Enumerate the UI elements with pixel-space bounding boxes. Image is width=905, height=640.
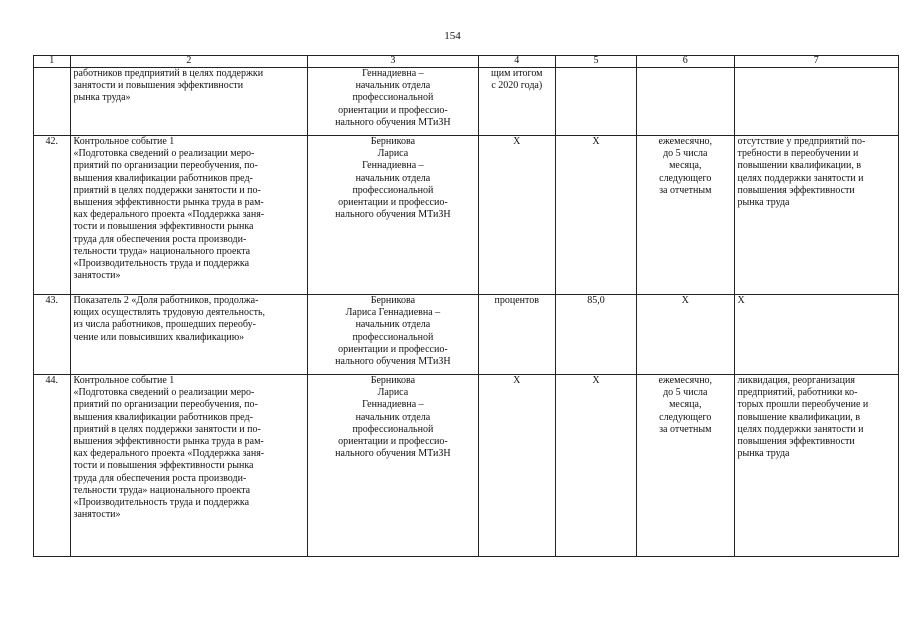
cell-line: ежемесячно, — [658, 375, 713, 386]
cell-line: Х — [513, 375, 521, 386]
cell-line: нального обучения МТиЗН — [335, 209, 451, 221]
note-cell — [734, 68, 899, 136]
cell-line: профессиональной — [352, 184, 434, 196]
cell-line: начальник отдела — [355, 80, 431, 92]
table-body — [34, 68, 899, 557]
cell-line: тости и повышения эффективности рынка — [73, 460, 254, 472]
cell-line: Х — [592, 375, 600, 386]
cell-line: «Производительность труда и поддержка — [73, 258, 250, 270]
cell-line: вышения квалификации работников пред- — [73, 411, 253, 423]
cell-line: Геннадиевна – — [362, 399, 424, 411]
cell-line: вышения квалификации работников пред- — [73, 172, 253, 184]
cell-line: рынка труда» — [73, 92, 131, 104]
cell-line: отсутствие у предприятий по- — [737, 136, 866, 147]
cell-line: Берникова — [370, 375, 416, 386]
cell-line: тости и повышения эффективности рынка — [73, 221, 254, 233]
cell-line: «Подготовка сведений о реализации меро- — [73, 148, 255, 160]
event-name-cell — [70, 136, 308, 295]
value-cell — [555, 68, 636, 136]
cell-line: занятости» — [73, 270, 121, 282]
cell-line: тельности труда» национального проекта — [73, 245, 251, 257]
cell-line: месяца, — [669, 160, 702, 172]
responsible-cell — [308, 375, 479, 557]
cell-line: 85,0 — [587, 295, 605, 306]
cell-line: вышения эффективности рынка труда в рам- — [73, 436, 264, 448]
cell-line: щим итогом — [491, 68, 543, 79]
column-header: 4 — [478, 56, 555, 68]
cell-line: ориентации и профессио- — [338, 197, 448, 209]
cell-line: Х — [737, 295, 745, 306]
unit-cell — [478, 68, 555, 136]
cell-line: Х — [513, 136, 521, 147]
deadline-cell — [637, 68, 734, 136]
cell-line: до 5 числа — [663, 148, 708, 160]
cell-line: Х — [592, 136, 600, 147]
responsible-cell — [308, 295, 479, 375]
cell-line: нального обучения МТиЗН — [335, 116, 451, 128]
responsible-cell — [308, 136, 479, 295]
cell-line: Лариса — [377, 148, 409, 160]
cell-line: занятости» — [73, 509, 121, 521]
cell-line: ках федерального проекта «Поддержка заня- — [73, 209, 265, 221]
cell-line: «Производительность труда и поддержка — [73, 497, 250, 509]
cell-line: труда для обеспечения роста производи- — [73, 472, 247, 484]
row-number-cell: 42. — [34, 136, 71, 295]
cell-line: повышения эффективности — [737, 184, 855, 196]
cell-line: за отчетным — [659, 184, 712, 196]
cell-line: из числа работников, прошедших переобу- — [73, 319, 256, 331]
unit-cell — [478, 375, 555, 557]
cell-line: работников предприятий в целях поддержки — [73, 68, 264, 79]
cell-line: Геннадиевна – — [362, 160, 424, 172]
column-header: 7 — [734, 56, 899, 68]
table-row — [34, 375, 899, 557]
cell-line: ликвидация, реорганизация — [737, 375, 855, 386]
note-cell — [734, 136, 899, 295]
value-cell — [555, 375, 636, 557]
cell-line: процентов — [494, 295, 539, 306]
cell-line: профессиональной — [352, 92, 434, 104]
cell-line: до 5 числа — [663, 387, 708, 399]
cell-line: Берникова — [370, 295, 416, 306]
event-name-cell — [70, 68, 308, 136]
unit-cell — [478, 295, 555, 375]
table-row — [34, 136, 899, 295]
unit-cell — [478, 136, 555, 295]
cell-line: приятий по организации переобучения, по- — [73, 399, 258, 411]
page-number: 154 — [444, 30, 461, 42]
cell-line: нального обучения МТиЗН — [335, 448, 451, 460]
cell-line: Показатель 2 «Доля работников, продолжа- — [73, 295, 259, 306]
cell-line: с 2020 года) — [491, 80, 543, 92]
cell-line: «Подготовка сведений о реализации меро- — [73, 387, 255, 399]
cell-line: повышение квалификации, в — [737, 411, 861, 423]
note-cell — [734, 295, 899, 375]
cell-line: ках федерального проекта «Поддержка заня- — [73, 448, 265, 460]
table-row — [34, 68, 899, 136]
deadline-cell — [637, 375, 734, 557]
cell-line: предприятий, работники ко- — [737, 387, 858, 399]
responsible-cell — [308, 68, 479, 136]
note-cell — [734, 375, 899, 557]
cell-line: повышении квалификации, в — [737, 160, 862, 172]
cell-line: ежемесячно, — [658, 136, 713, 147]
cell-line: ориентации и профессио- — [338, 104, 448, 116]
cell-line: Контрольное событие 1 — [73, 136, 175, 147]
cell-line: месяца, — [669, 399, 702, 411]
cell-line: целях поддержки занятости и — [737, 172, 864, 184]
cell-line: нального обучения МТиЗН — [335, 356, 451, 368]
cell-line: тельности труда» национального проекта — [73, 484, 251, 496]
column-header: 3 — [308, 56, 479, 68]
column-header: 2 — [70, 56, 308, 68]
event-name-cell — [70, 375, 308, 557]
column-header: 1 — [34, 56, 71, 68]
value-cell — [555, 295, 636, 375]
value-cell — [555, 136, 636, 295]
cell-line: торых прошли переобучение и — [737, 399, 869, 411]
cell-line: труда для обеспечения роста производи- — [73, 233, 247, 245]
table-row — [34, 295, 899, 375]
cell-line: начальник отдела — [355, 411, 431, 423]
event-name-cell — [70, 295, 308, 375]
plan-table — [33, 55, 899, 557]
cell-line: требности в переобучении и — [737, 148, 859, 160]
cell-line: приятий по организации переобучения, по- — [73, 160, 258, 172]
cell-line: ориентации и профессио- — [338, 343, 448, 355]
cell-line: Лариса — [377, 387, 409, 399]
cell-line: Лариса Геннадиевна – — [345, 307, 441, 319]
cell-line: чение или повысивших квалификацию» — [73, 331, 245, 343]
cell-line: Х — [681, 295, 689, 306]
cell-line: приятий в целях поддержки занятости и по- — [73, 423, 261, 435]
cell-line: за отчетным — [659, 423, 712, 435]
column-header: 6 — [637, 56, 734, 68]
header-row — [34, 56, 899, 68]
row-number-cell: 43. — [34, 295, 71, 375]
cell-line: целях поддержки занятости и — [737, 423, 864, 435]
cell-line: повышения эффективности — [737, 436, 855, 448]
cell-line: ориентации и профессио- — [338, 436, 448, 448]
cell-line: Контрольное событие 1 — [73, 375, 175, 386]
cell-line: профессиональной — [352, 423, 434, 435]
row-number-cell: 44. — [34, 375, 71, 557]
cell-line: приятий в целях поддержки занятости и по- — [73, 184, 261, 196]
row-number-cell — [34, 68, 71, 136]
deadline-cell — [637, 136, 734, 295]
cell-line: занятости и повышения эффективности — [73, 80, 244, 92]
column-header: 5 — [555, 56, 636, 68]
cell-line: профессиональной — [352, 331, 434, 343]
cell-line: рынка труда — [737, 448, 790, 460]
cell-line: следующего — [659, 172, 712, 184]
cell-line: Геннадиевна – — [362, 68, 424, 79]
cell-line: вышения эффективности рынка труда в рам- — [73, 197, 264, 209]
cell-line: начальник отдела — [355, 319, 431, 331]
cell-line: следующего — [659, 411, 712, 423]
cell-line: начальник отдела — [355, 172, 431, 184]
deadline-cell — [637, 295, 734, 375]
cell-line: рынка труда — [737, 197, 790, 209]
cell-line: ющих осуществлять трудовую деятельность, — [73, 307, 266, 319]
cell-line: Берникова — [370, 136, 416, 147]
